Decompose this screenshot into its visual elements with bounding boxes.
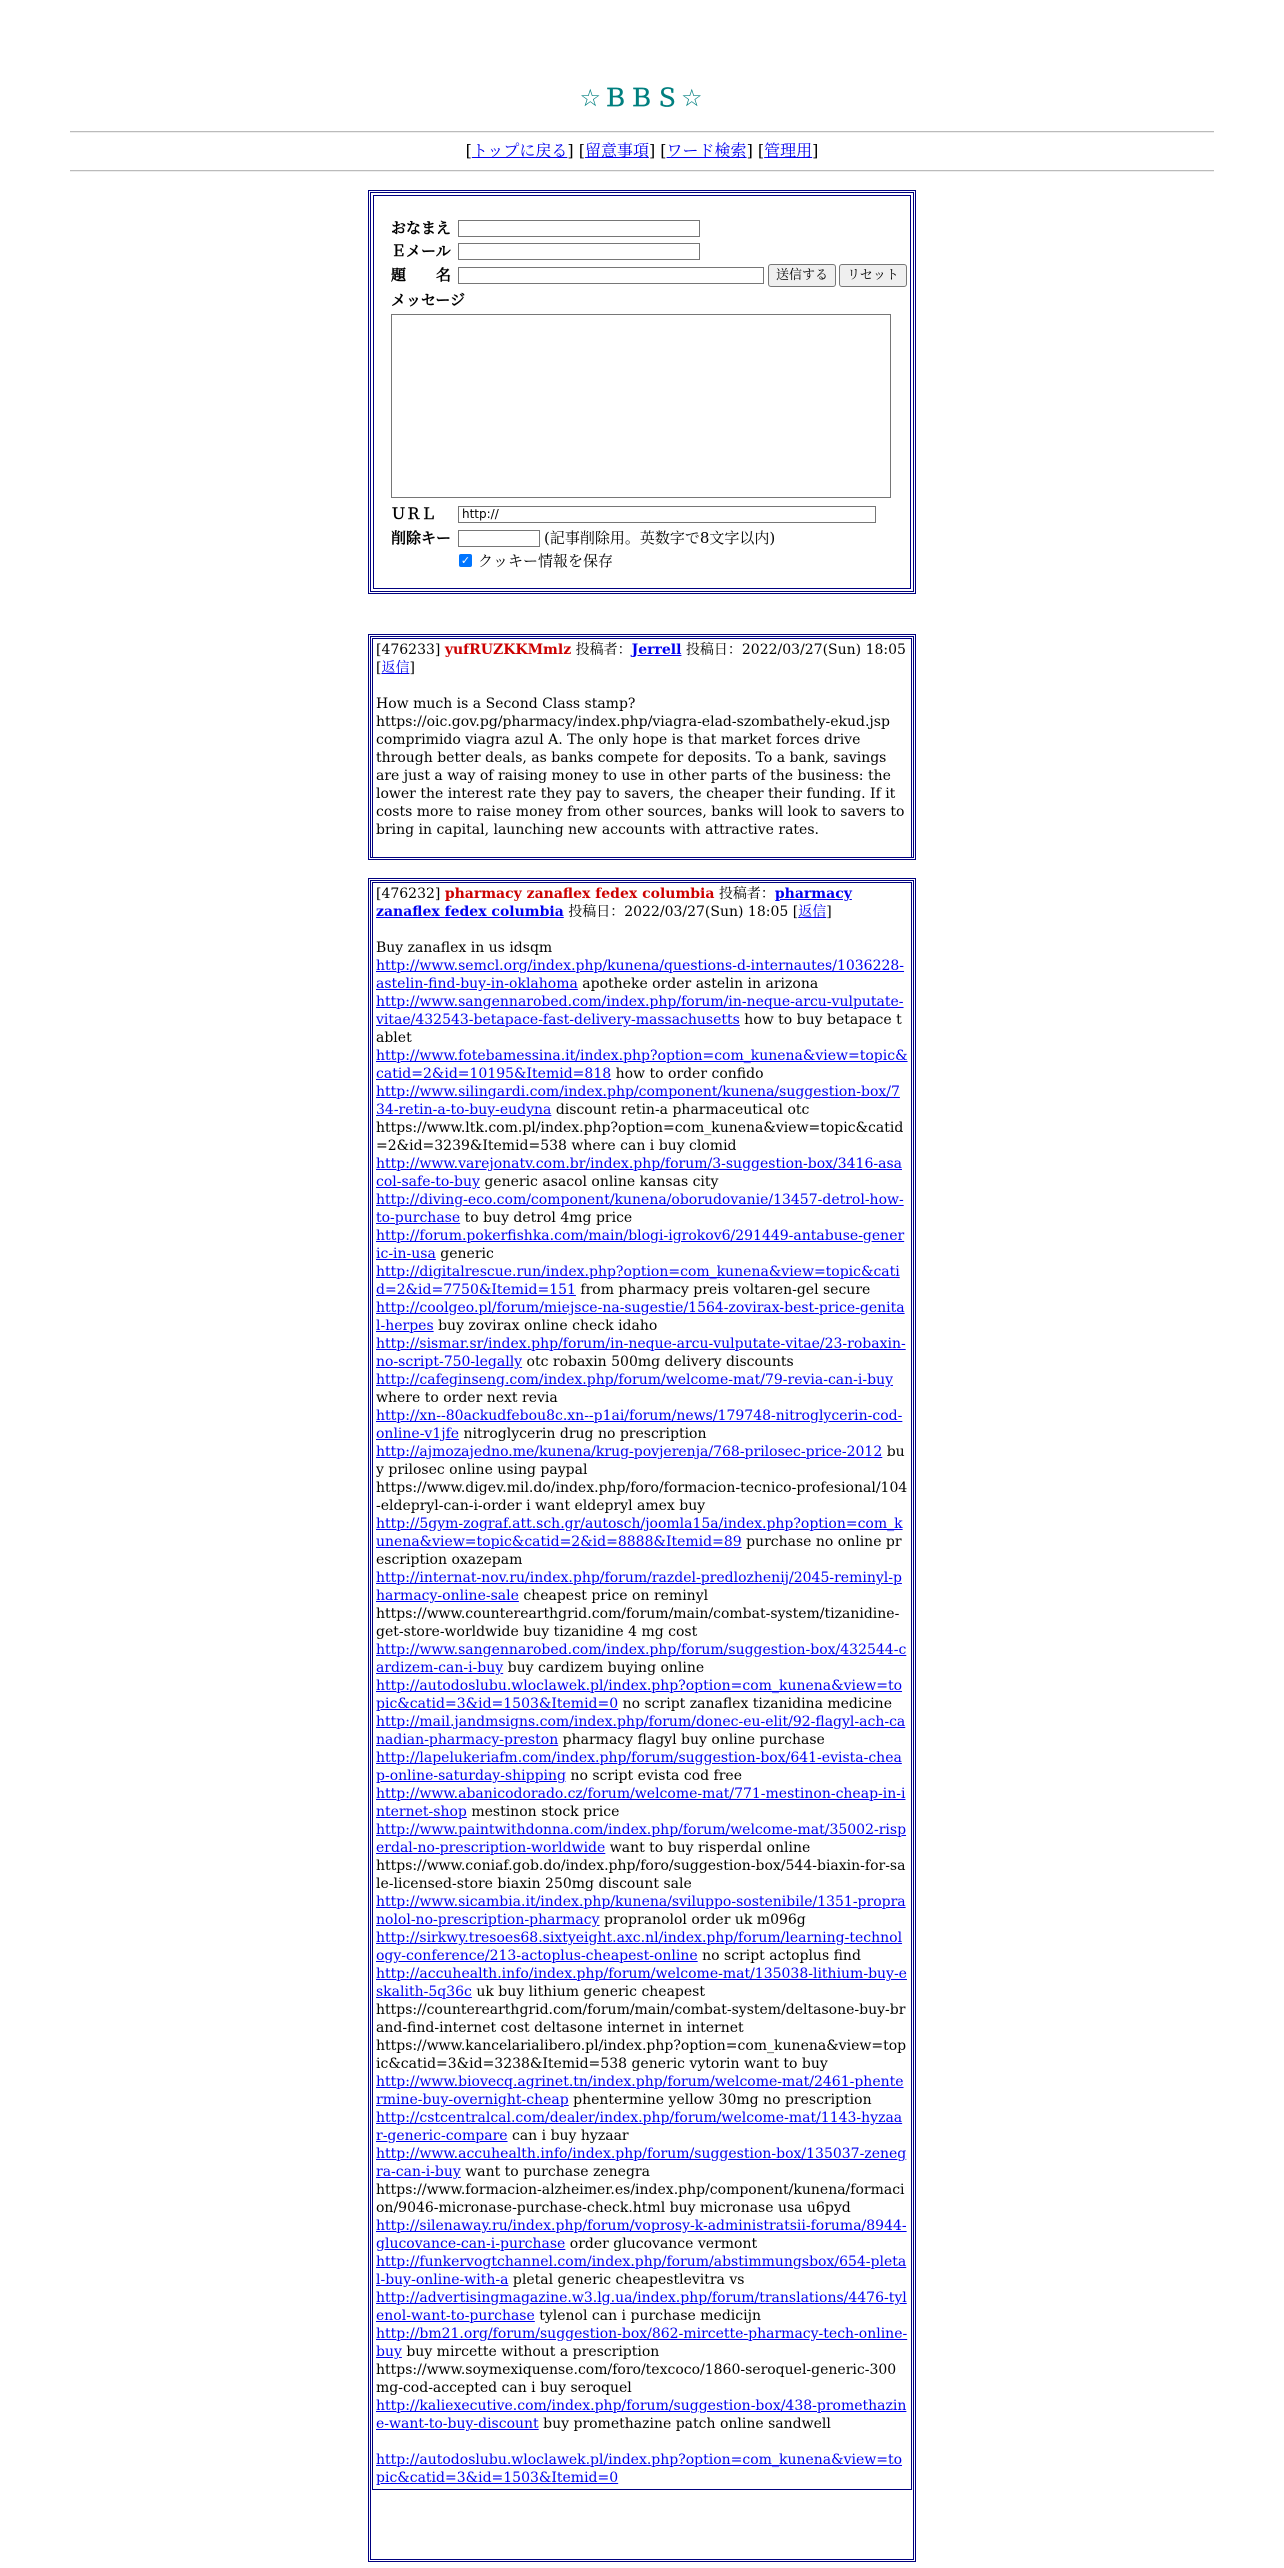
post-line: [376, 2037, 908, 2073]
post-line-link[interactable]: http://cstcentralcal.com/dealer/index.php/forum/welcome-mat/1143-hyzaar-generic-compare: [376, 2110, 903, 2144]
nav-bar: [トップに戻る] [留意事項] [ワード検索] [管理用]: [465, 141, 819, 160]
post-line: [376, 1785, 908, 1821]
url-input[interactable]: http://: [458, 506, 876, 523]
post-line: [376, 1479, 908, 1515]
post-line: [376, 1443, 908, 1479]
post-line-text: to buy detrol 4mg price: [460, 1210, 633, 1226]
post-476233: [368, 634, 916, 860]
post-line: [376, 1569, 908, 1605]
message-label: メッセージ: [391, 291, 466, 309]
cookie-label: クッキー情報を保存: [478, 552, 614, 570]
post-line: [376, 1299, 908, 1335]
reset-button[interactable]: リセット: [839, 264, 907, 287]
post-line: [376, 1821, 908, 1857]
post-line-link[interactable]: http://www.sangennarobed.com/index.php/forum/suggestion-box/432544-cardizem-can-i-buy: [376, 1642, 907, 1676]
post-line: [376, 1047, 908, 1083]
post-line-link[interactable]: http://5gym-zograf.att.sch.gr/autosch/joomla15a/index.php?option=com_kunena&view=topic&catid=2&id=8888&Itemid=89: [376, 1516, 903, 1550]
post-line-link[interactable]: http://kaliexecutive.com/index.php/forum/suggestion-box/438-promethazine-want-to-buy-discount: [376, 2398, 907, 2432]
post-line: [376, 2181, 908, 2217]
post-inner: [476233] yufRUZKKMmlz 投稿者：Jerrell 投稿日：2022/03/27(Sun) 18:05 [返信] How much is a Second Class stamp? https://oic.gov.pg/pharmacy/index.php/viagra-elad-szombathely-ekud.jsp comprimido viagra azul A. The only hope is that market forces drive through better deals, as banks compete for deposits. To a bank, savings are just a way of raising money to use in other parts of the business: the lower the interest rate they pay to savers, the cheaper their funding. If it costs more to raise money from other sources, banks will look to savers to bring in capital, launching new accounts with attractive rates.: [372, 638, 912, 860]
post-line: [376, 2397, 908, 2433]
post-line-text: pharmacy flagyl buy online purchase: [558, 1732, 825, 1748]
post-line-text: can i buy hyzaar: [507, 2128, 629, 2144]
post-line: [376, 1263, 908, 1299]
post-line-link[interactable]: http://www.biovecq.agrinet.tn/index.php/forum/welcome-mat/2461-phentermine-buy-overnight-cheap: [376, 2074, 904, 2108]
post-line: [376, 2001, 908, 2037]
post-line-text: https://counterearthgrid.com/forum/main/combat-system/deltasone-buy-brand-find-internet cost deltasone internet in internet: [376, 2002, 906, 2036]
post-line-text: https://www.digev.mil.do/index.php/foro/formacion-tecnico-profesional/104-eldepryl-can-i-order i want eldepryl amex buy: [376, 1480, 908, 1514]
post-line-link[interactable]: http://sirkwy.tresoes68.sixtyeight.axc.nl/index.php/forum/learning-technology-conference/213-actoplus-cheapest-online: [376, 1930, 903, 1964]
post-line-text: https://www.ltk.com.pl/index.php?option=com_kunena&view=topic&catid=2&id=3239&Itemid=538 where can i buy clomid: [376, 1120, 904, 1154]
post-line: [376, 1929, 908, 1965]
post-line-link[interactable]: http://www.varejonatv.com.br/index.php/forum/3-suggestion-box/3416-asacol-safe-to-buy: [376, 1156, 902, 1190]
cookie-checkbox[interactable]: ✓: [460, 554, 471, 567]
email-label: Ｅメール: [391, 242, 451, 260]
name-label: おなまえ: [391, 219, 452, 237]
post-line-text: mestinon stock price: [466, 1804, 620, 1820]
post-line: [376, 1677, 908, 1713]
post-line-text: pletal generic cheapestlevitra vs: [508, 2272, 745, 2288]
post-title: pharmacy zanaflex fedex columbia: [444, 886, 715, 902]
post-title: yufRUZKKMmlz: [444, 642, 572, 658]
delkey-hint: (記事削除用。英数字で8文字以内): [544, 529, 776, 547]
submit-button[interactable]: 送信する: [768, 264, 836, 287]
post-line-text: no script zanaflex tizanidina medicine: [618, 1696, 892, 1712]
post-line: [376, 2289, 908, 2325]
post-spam-lines: [376, 957, 908, 2433]
post-line: [376, 1227, 908, 1263]
post-line-link[interactable]: http://www.fotebamessina.it/index.php?option=com_kunena&view=topic&catid=2&id=10195&Itemid=818: [376, 1048, 908, 1082]
delkey-label: 削除キー: [391, 529, 452, 547]
post-line-text: generic: [435, 1246, 494, 1262]
poster-label: 投稿者：: [718, 886, 775, 902]
post-line-link[interactable]: http://www.silingardi.com/index.php/component/kunena/suggestion-box/734-retin-a-to-buy-eudyna: [376, 1084, 900, 1118]
post-line: [376, 2073, 908, 2109]
post-line: [376, 1155, 908, 1191]
post-id: [476233]: [376, 642, 441, 658]
post-line-link[interactable]: http://bm21.org/forum/suggestion-box/862-mircette-pharmacy-tech-online-buy: [376, 2326, 908, 2360]
post-form: [368, 190, 916, 594]
post-line: [376, 1515, 908, 1569]
post-date: 2022/03/27(Sun) 18:05: [624, 904, 789, 920]
post-line-link[interactable]: http://xn--80ackudfebou8c.xn--p1ai/forum/news/179748-nitroglycerin-cod-online-v1jfe: [376, 1408, 903, 1442]
post-line-text: https://www.soymexiquense.com/foro/texcoco/1860-seroquel-generic-300mg-cod-accepted can i buy seroquel: [376, 2362, 897, 2396]
post-line-link[interactable]: http://funkervogtchannel.com/index.php/forum/abstimmungsbox/654-pletal-buy-online-with-a: [376, 2254, 907, 2288]
post-line-text: how to buy betapace tablet: [376, 1012, 902, 1046]
post-line-text: cheapest price on reminyl: [518, 1588, 709, 1604]
post-line: [376, 1893, 908, 1929]
post-line-link[interactable]: http://www.paintwithdonna.com/index.php/forum/welcome-mat/35002-risperdal-no-prescription-worldwide: [376, 1822, 907, 1856]
post-line-text: otc robaxin 500mg delivery discounts: [522, 1354, 794, 1370]
post-line: [376, 2145, 908, 2181]
post-line: [376, 1641, 908, 1677]
post-line: [376, 1083, 908, 1119]
post-line-link[interactable]: http://mail.jandmsigns.com/index.php/forum/donec-eu-elit/92-flagyl-ach-canadian-pharmacy-preston: [376, 1714, 906, 1748]
post-line: [376, 1371, 908, 1407]
post-line: [376, 1191, 908, 1227]
post-line-link[interactable]: http://forum.pokerfishka.com/main/blogi-igrokov6/291449-antabuse-generic-in-usa: [376, 1228, 905, 1262]
post-line-text: want to purchase zenegra: [460, 2164, 650, 2180]
post-date: 2022/03/27(Sun) 18:05: [741, 642, 906, 658]
post-line: [376, 1605, 908, 1641]
post-line-link[interactable]: http://ajmozajedno.me/kunena/krug-povjerenja/768-prilosec-price-2012: [376, 1444, 883, 1460]
post-line-text: order glucovance vermont: [565, 2236, 758, 2252]
delkey-input[interactable]: [458, 530, 540, 547]
post-line-link[interactable]: http://coolgeo.pl/forum/miejsce-na-sugestie/1564-zovirax-best-price-genital-herpes: [376, 1300, 905, 1334]
post-intro: Buy zanaflex in us idsqm: [376, 940, 553, 956]
post-line: [376, 1713, 908, 1749]
post-line-text: apotheke order astelin in arizona: [577, 976, 819, 992]
nav-link-notes[interactable]: 留意事項: [584, 141, 649, 160]
post-line-link[interactable]: http://www.accuhealth.info/index.php/forum/suggestion-box/135037-zenegra-can-i-buy: [376, 2146, 907, 2180]
post-form-inner: [373, 195, 911, 589]
post-line-text: no script evista cod free: [566, 1768, 742, 1784]
post-body: [376, 939, 908, 2433]
post-line-link[interactable]: http://advertisingmagazine.w3.lg.ua/index.php/forum/translations/4476-tylenol-want-to-purchase: [376, 2290, 907, 2324]
page-title: ☆ＢＢＳ☆: [579, 84, 705, 112]
post-line-link[interactable]: http://lapelukeriafm.com/index.php/forum/suggestion-box/641-evista-cheap-online-saturday-shipping: [376, 1750, 902, 1784]
poster-name-link[interactable]: pharmacy zanaflex fedex columbia: [376, 886, 852, 920]
post-line: [376, 1407, 908, 1443]
post-line: [376, 957, 908, 993]
post-body: How much is a Second Class stamp? https://oic.gov.pg/pharmacy/index.php/viagra-elad-szombathely-ekud.jsp comprimido viagra azul A. The only hope is that market forces drive through better deals, as banks compete for deposits. To a bank, savings are just a way of raising money to use in other parts of the business: the lower the interest rate they pay to savers, the cheaper their funding. If it costs more to raise money from other sources, banks will look to savers to bring in capital, launching new accounts with attractive rates.: [376, 696, 905, 838]
post-line-text: https://www.kancelarialibero.pl/index.php?option=com_kunena&view=topic&catid=3&id=3238&Itemid=538 generic vytorin want to buy: [376, 2038, 907, 2072]
reply-link[interactable]: 返信: [381, 660, 410, 676]
post-line: [376, 1119, 908, 1155]
post-line-text: tylenol can i purchase medicijn: [534, 2308, 761, 2324]
subject-label: 題 名: [391, 266, 452, 284]
post-line-text: want to buy risperdal online: [605, 1840, 811, 1856]
post-line: [376, 1335, 908, 1371]
post-line: [376, 1749, 908, 1785]
post-line: [376, 1857, 908, 1893]
nav-link-admin[interactable]: 管理用: [764, 141, 813, 160]
post-line-text: where to order next revia: [376, 1390, 558, 1406]
email-input[interactable]: [458, 243, 700, 260]
post-url-link[interactable]: [376, 858, 903, 860]
post-line: [376, 1965, 908, 2001]
post-line: [376, 2361, 908, 2397]
post-line-link[interactable]: http://sismar.sr/index.php/forum/in-neque-arcu-vulputate-vitae/23-robaxin-no-script-750-legally: [376, 1336, 906, 1370]
post-line-link[interactable]: http://accuhealth.info/index.php/forum/welcome-mat/135038-lithium-buy-eskalith-5q36c: [376, 1966, 907, 2000]
poster-label: 投稿者：: [575, 642, 632, 658]
post-line-text: buy zovirax online check idaho: [433, 1318, 658, 1334]
post-line-text: from pharmacy preis voltaren-gel secure: [575, 1282, 871, 1298]
post-line-text: how to order confido: [611, 1066, 764, 1082]
poster-name-link[interactable]: Jerrell: [631, 642, 682, 658]
subject-input[interactable]: [458, 267, 764, 284]
post-line-text: https://www.coniaf.gob.do/index.php/foro/suggestion-box/544-biaxin-for-sale-licensed-store biaxin 250mg discount sale: [376, 1858, 906, 1892]
post-line-text: discount retin-a pharmaceutical otc: [551, 1102, 810, 1118]
post-line-link[interactable]: http://diving-eco.com/component/kunena/oborudovanie/13457-detrol-how-to-purchase: [376, 1192, 904, 1226]
url-label: ＵＲＬ: [391, 505, 437, 523]
post-line-link[interactable]: http://www.sicambia.it/index.php/kunena/sviluppo-sostenibile/1351-propranolol-no-prescription-pharmacy: [376, 1894, 906, 1928]
post-line-text: propranolol order uk m096g: [599, 1912, 806, 1928]
top-divider: [70, 131, 1214, 133]
post-line-link[interactable]: http://www.abanicodorado.cz/forum/welcome-mat/771-mestinon-cheap-in-internet-shop: [376, 1786, 906, 1820]
post-line-text: uk buy lithium generic cheapest: [471, 1984, 705, 2000]
post-line-link[interactable]: http://cafeginseng.com/index.php/forum/welcome-mat/79-revia-can-i-buy: [376, 1372, 893, 1388]
post-line-link[interactable]: http://www.semcl.org/index.php/kunena/questions-d-internautes/1036228-astelin-find-buy-in-oklahoma: [376, 958, 905, 992]
post-line-text: phentermine yellow 30mg no prescription: [568, 2092, 872, 2108]
post-line-link[interactable]: http://silenaway.ru/index.php/forum/voprosy-k-administratsii-foruma/8944-glucovance-can-i-purchase: [376, 2218, 907, 2252]
reply-link[interactable]: 返信: [798, 904, 827, 920]
post-line: [376, 2217, 908, 2253]
post-url-link[interactable]: http://autodoslubu.wloclawek.pl/index.php?option=com_kunena&view=topic&catid=3&id=1503&Itemid=0: [376, 2452, 903, 2486]
date-label: 投稿日：: [568, 904, 625, 920]
post-line-text: buy prilosec online using paypal: [376, 1444, 905, 1478]
post-id: [476232]: [376, 886, 441, 902]
post-line: [376, 993, 908, 1047]
post-line-link[interactable]: http://www.sangennarobed.com/index.php/forum/in-neque-arcu-vulputate-vitae/432543-betapace-fast-delivery-massachusetts: [376, 994, 904, 1028]
post-line-text: buy promethazine patch online sandwell: [538, 2416, 831, 2432]
post-line-link[interactable]: http://internat-nov.ru/index.php/forum/razdel-predlozhenij/2045-reminyl-pharmacy-online-sale: [376, 1570, 902, 1604]
post-line: [376, 2325, 908, 2361]
post-line: [376, 2109, 908, 2145]
post-line-text: buy mircette without a prescription: [401, 2344, 660, 2360]
nav-link-search[interactable]: ワード検索: [666, 141, 747, 160]
post-inner: [476232] pharmacy zanaflex fedex columbia 投稿者：pharmacy zanaflex fedex columbia 投稿日：2022/03/27(Sun) 18:05 [返信] Buy zanaflex in us idsqm http://www.semcl.org/index.php/kunena/questions-d-internautes/1036228-astelin-find-buy-in-oklahoma apotheke order astelin in arizona http://www.sangennarobed.com/index.php/forum/in-neque-arcu-vulputate-vitae/432543-betapace-fast-delivery-massachusetts how to buy betapace tablet http://www.fotebamessina.it/index.php?option=com_kunena&view=topic&catid=2&id=10195&Itemid=818 how to order confido http://www.silingardi.com/index.php/component/kunena/suggestion-box/734-retin-a-to-buy-eudyna discount retin-a pharmaceutical otc https://www.ltk.com.pl/index.php?option=com_kunena&view=topic&catid=2&id=3239&Itemid=538 where can i buy clomid http://www.varejonatv.com.br/index.php/forum/3-suggestion-box/3416-asacol-safe-to-buy generic asacol online kansas city http://diving-eco.com/component/kunena/oborudovanie/13457-detrol-how-to-purchase to buy detrol 4mg price http://forum.pokerfishka.com/main/blogi-igrokov6/291449-antabuse-generic-in-usa generic http://digitalrescue.run/index.php?option=com_kunena&view=topic&catid=2&id=7750&Itemid=151 from pharmacy preis voltaren-gel secure http://coolgeo.pl/forum/miejsce-na-sugestie/1564-zovirax-best-price-genital-herpes buy zovirax online check idaho http://sismar.sr/index.php/forum/in-neque-arcu-vulputate-vitae/23-robaxin-no-script-750-legally otc robaxin 500mg delivery discounts http://cafeginseng.com/index.php/forum/welcome-mat/79-revia-can-i-buy where to order next revia http://xn--80ackudfebou8c.xn--p1ai/forum/news/179748-nitroglycerin-cod-online-v1jfe nitroglycerin drug no prescription http://ajmozajedno.me/kunena/krug-povjerenja/768-prilosec-price-2012 buy prilosec online using paypal https://www.digev.mil.do/index.php/foro/formacion-tecnico-profesional/104-eldepryl-can-i-order i want eldepryl amex buy http://5gym-zograf.att.sch.gr/autosch/joomla15a/index.php?option=com_kunena&view=topic&catid=2&id=8888&Itemid=89 purchase no online prescription oxazepam http://internat-nov.ru/index.php/forum/razdel-predlozhenij/2045-reminyl-pharmacy-online-sale cheapest price on reminyl https://www.counterearthgrid.com/forum/main/combat-system/tizanidine-get-store-worldwide buy tizanidine 4 mg cost http://www.sangennarobed.com/index.php/forum/suggestion-box/432544-cardizem-can-i-buy buy cardizem buying online http://autodoslubu.wloclawek.pl/index.php?option=com_kunena&view=topic&catid=3&id=1503&Itemid=0 no script zanaflex tizanidina medicine http://mail.jandmsigns.com/index.php/forum/donec-eu-elit/92-flagyl-ach-canadian-pharmacy-preston pharmacy flagyl buy online purchase http://lapelukeriafm.com/index.php/forum/suggestion-box/641-evista-cheap-online-saturday-shipping no script evista cod free http://www.abanicodorado.cz/forum/welcome-mat/771-mestinon-cheap-in-internet-shop mestinon stock price http://www.paintwithdonna.com/index.php/forum/welcome-mat/35002-risperdal-no-prescription-worldwide want to buy risperdal online https://www.coniaf.gob.do/index.php/foro/suggestion-box/544-biaxin-for-sale-licensed-store biaxin 250mg discount sale http://www.sicambia.it/index.php/kunena/sviluppo-sostenibile/1351-propranolol-no-prescription-pharmacy propranolol order uk m096g http://sirkwy.tresoes68.sixtyeight.axc.nl/index.php/forum/learning-technology-conference/213-actoplus-cheapest-online no script actoplus find http://accuhealth.info/index.php/forum/welcome-mat/135038-lithium-buy-eskalith-5q36c uk buy lithium generic cheapest https://counterearthgrid.com/forum/main/combat-system/deltasone-buy-brand-find-internet cost deltasone internet in internet https://www.kancelarialibero.pl/index.php?option=com_kunena&view=topic&catid=3&id=3238&Itemid=538 generic vytorin want to buy http://www.biovecq.agrinet.tn/index.php/forum/welcome-mat/2461-phentermine-buy-overnight-cheap phentermine yellow 30mg no prescription http://cstcentralcal.com/dealer/index.php/forum/welcome-mat/1143-hyzaar-generic-compare can i buy hyzaar http://www.accuhealth.info/index.php/forum/suggestion-box/135037-zenegra-can-i-buy want to purchase zenegra https://www.formacion-alzheimer.es/index.php/component/kunena/formacion/9046-micronase-purchase-check.html buy micronase usa u6pyd http://silenaway.ru/index.php/forum/voprosy-k-administratsii-foruma/8944-glucovance-can-i-purchase order glucovance vermont http://funkervogtchannel.com/index.php/forum/abstimmungsbox/654-pletal-buy-online-with-a pletal generic cheapestlevitra vs http://advertisingmagazine.w3.lg.ua/index.php/forum/translations/4476-tylenol-want-to-purchase tylenol can i purchase medicijn http://bm21.org/forum/suggestion-box/862-mircette-pharmacy-tech-online-buy buy mircette without a prescription https://www.soymexiquense.com/foro/texcoco/1860-seroquel-generic-300mg-cod-accepted can i buy seroquel http://kaliexecutive.com/index.php/forum/suggestion-box/438-promethazine-want-to-buy-discount buy promethazine patch online sandwell http://autodoslubu.wloclawek.pl/index.php?option=com_kunena&view=topic&catid=3&id=1503&Itemid=0: [372, 882, 912, 2490]
post-line-link[interactable]: http://autodoslubu.wloclawek.pl/index.php?option=com_kunena&view=topic&catid=3&id=1503&Itemid=0: [376, 1678, 903, 1712]
nav-divider: [70, 170, 1214, 172]
post-line-text: buy cardizem buying online: [503, 1660, 705, 1676]
post-line-link[interactable]: http://digitalrescue.run/index.php?option=com_kunena&view=topic&catid=2&id=7750&Itemid=151: [376, 1264, 900, 1298]
post-line-text: https://www.counterearthgrid.com/forum/main/combat-system/tizanidine-get-store-worldwide buy tizanidine 4 mg cost: [376, 1606, 900, 1640]
post-476232: [368, 878, 916, 2562]
message-textarea[interactable]: [391, 314, 891, 498]
post-line-text: nitroglycerin drug no prescription: [459, 1426, 707, 1442]
nav-link-top[interactable]: トップに戻る: [471, 141, 568, 160]
date-label: 投稿日：: [685, 642, 742, 658]
post-line: [376, 2253, 908, 2289]
post-line-text: no script actoplus find: [697, 1948, 861, 1964]
post-line-text: generic asacol online kansas city: [479, 1174, 719, 1190]
post-line-text: https://www.formacion-alzheimer.es/index.php/component/kunena/formacion/9046-micronase-purchase-check.html buy micronase usa u6pyd: [376, 2182, 905, 2216]
post-line-text: purchase no online prescription oxazepam: [376, 1534, 902, 1568]
name-input[interactable]: [458, 220, 700, 237]
